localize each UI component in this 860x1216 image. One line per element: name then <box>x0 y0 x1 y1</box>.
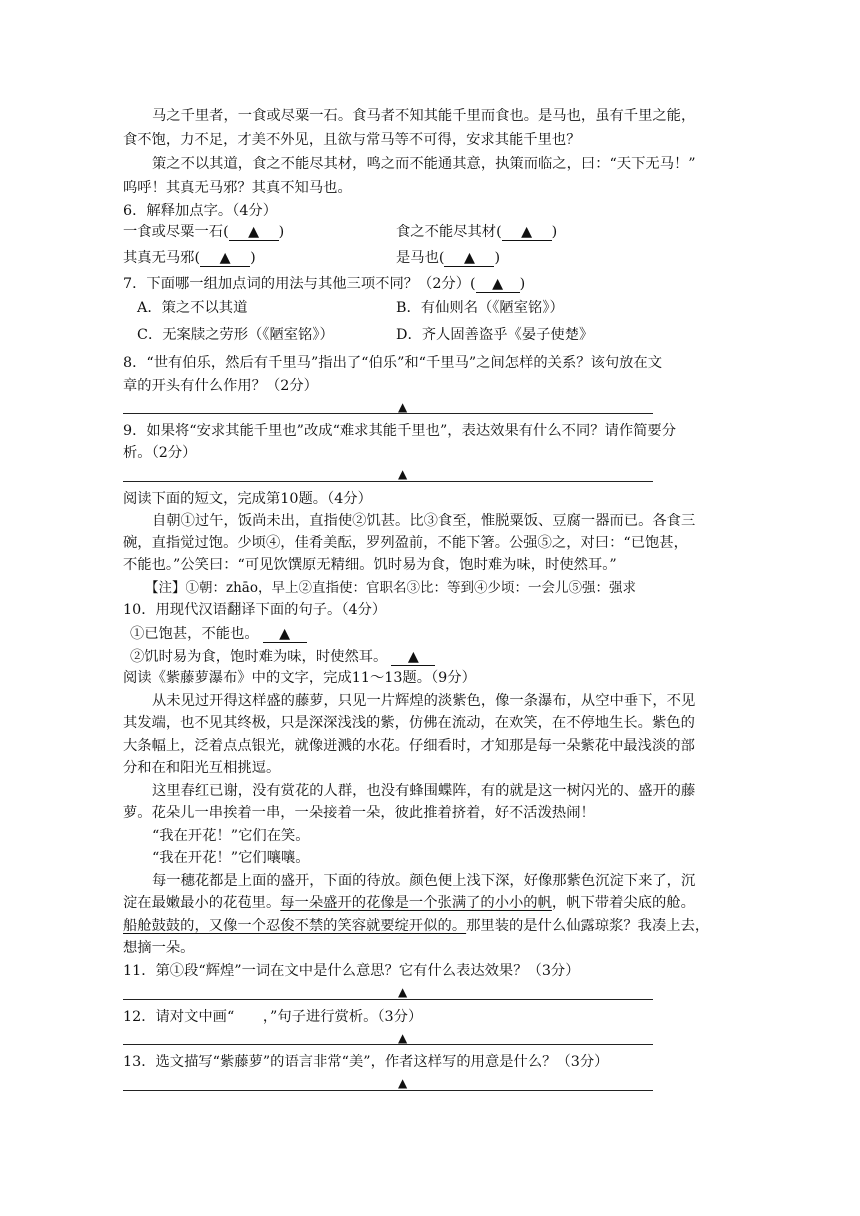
q10-sentence-text: ②饥时易为食，饱时难为味，时使然耳。 <box>130 649 388 665</box>
q6-item-c-text: 其真无马邪( <box>123 250 201 266</box>
passage3-line: 想摘一朵。 <box>123 940 195 956</box>
passage2-note: 【注】①朝：zhāo，早上②直指使：官职名③比：等到④少顷：一会儿⑤强：强求 <box>145 580 636 596</box>
passage3-line: 大条幅上，泛着点点银光，就像迸溅的水花。仔细看时，才知那是每一朵紫花中最浅淡的部 <box>123 738 695 754</box>
answer-blank[interactable]: ▲ <box>200 250 250 267</box>
question-10-title: 10．用现代汉语翻译下面的句子。（4分） <box>123 602 387 618</box>
q6-item-d-text: 是马也( <box>396 250 445 266</box>
passage3-line: 每一穗花都是上面的盛开，下面的待放。颜色便上浅下深，好像那紫色沉淀下来了，沉 <box>152 873 696 889</box>
passage3-line <box>123 893 695 913</box>
passage3-line: 从未见过开得这样盛的藤萝，只见一片辉煌的淡紫色，像一条瀑布，从空中垂下，不见 <box>152 693 696 709</box>
passage3-line: “我在开花！”它们嚷嚷。 <box>152 850 310 866</box>
q6-item-a-text: 一食或尽粟一石( <box>123 224 229 240</box>
passage1-line: 呜呼！其真无马邪？其真不知马也。 <box>123 180 352 196</box>
q6-item-b <box>396 222 557 242</box>
answer-blank[interactable]: ▲ <box>229 224 279 241</box>
paren-close: ) <box>494 250 501 266</box>
question-13-title: 13．选文描写“紫藤萝”的语言非常“美”，作者这样写的用意是什么？（3分） <box>123 1054 609 1070</box>
answer-blank[interactable]: ▲ <box>391 649 435 666</box>
answer-blank[interactable]: ▲ <box>502 224 552 241</box>
q10-sentence-1 <box>130 624 307 644</box>
passage3-line <box>123 916 709 936</box>
q7-title-text: 7．下面哪一组加点词的用法与其他三项不同？（2分）( <box>123 276 476 292</box>
passage1-line: 策之不以其道，食之不能尽其材，鸣之而不能通其意，执策而临之，曰：“天下无马！” <box>152 156 696 172</box>
passage3-intro: 阅读《紫藤萝瀑布》中的文字，完成11～13题。（9分） <box>123 670 476 686</box>
q10-sentence-text: ①已饱甚，不能也。 <box>130 626 259 642</box>
question-12-title: 12．请对文中画“ ，”句子进行赏析。（3分） <box>123 1009 423 1025</box>
passage3-line: 其发端，也不见其终极，只是深深浅浅的紫，仿佛在流动，在欢笑，在不停地生长。紫色的 <box>123 715 695 731</box>
passage3-text: 淀在最嫩最小的花苞里。 <box>123 895 281 911</box>
answer-marker: ▲ <box>398 1076 408 1090</box>
q6-item-d <box>396 248 500 268</box>
q6-item-c <box>123 248 256 268</box>
answer-blank[interactable]: ▲ <box>444 250 494 267</box>
passage2-line: 不能也。”公笑曰：“可见饮馔原无精细。饥时易为食，饱时难为味，时使然耳。” <box>123 557 617 573</box>
passage1-line: 食不饱，力不足，才美不外见，且欲与常马等不可得，安求其能千里也？ <box>123 132 581 148</box>
underlined-sentence: 船舱鼓鼓的，又像一个忍俊不禁的笑容就要绽开似的。 <box>123 918 467 934</box>
answer-blank[interactable]: ▲ <box>263 626 307 643</box>
answer-marker: ▲ <box>398 1031 408 1045</box>
q7-option-d[interactable]: D．齐人固善盗乎《晏子使楚》 <box>396 327 594 343</box>
answer-marker: ▲ <box>398 467 408 481</box>
answer-line[interactable] <box>123 413 653 414</box>
paren-close: ) <box>551 224 558 240</box>
passage3-line: 萝。花朵儿一串挨着一串，一朵接着一朵，彼此推着挤着，好不活泼热闹！ <box>123 805 595 821</box>
answer-line[interactable] <box>123 1090 653 1091</box>
question-9-line: 析。（2分） <box>123 445 197 461</box>
passage3-line: 这里春红已谢，没有赏花的人群，也没有蜂围蝶阵，有的就是这一树闪光的、盛开的藤 <box>152 783 696 799</box>
underlined-sentence: 每一朵盛开的花像是一个张满了的小小的帆 <box>280 895 552 911</box>
passage2-line: 碗，直指觉过饱。少顷④，佳肴美酝，罗列盈前，不能下箸。公强⑤之，对曰：“已饱甚， <box>123 535 688 551</box>
passage3-line: “我在开花！”它们在笑。 <box>152 828 310 844</box>
answer-blank[interactable]: ▲ <box>476 276 520 293</box>
answer-marker: ▲ <box>398 985 408 999</box>
q7-option-a[interactable]: A．策之不以其道 <box>137 300 248 316</box>
q6-item-a <box>123 222 284 242</box>
question-8-line: 章的开头有什么作用？（2分） <box>123 378 318 394</box>
paren-close: ) <box>250 250 256 266</box>
answer-marker: ▲ <box>398 400 408 414</box>
question-9-line: 9．如果将“安求其能千里也”改成“难求其能千里也”，表达效果有什么不同？请作简要分 <box>123 423 677 439</box>
answer-line[interactable] <box>123 481 653 482</box>
answer-line[interactable] <box>123 1044 653 1045</box>
passage2-line: 自朝①过午，饭尚未出，直指使②饥甚。比③食至，惟脱粟饭、豆腐一器而已。各食三 <box>152 513 696 529</box>
answer-line[interactable] <box>123 999 653 1000</box>
question-11-title: 11．第①段“辉煌”一词在文中是什么意思？它有什么表达效果？（3分） <box>123 963 580 979</box>
q10-sentence-2 <box>130 647 435 667</box>
q7-option-c[interactable]: C．无案牍之劳形（《陋室铭》） <box>137 327 334 343</box>
passage3-text: 那里装的是什么仙露琼浆？我凑上去， <box>466 918 710 934</box>
passage3-line: 分和在和阳光互相挑逗。 <box>123 760 281 776</box>
passage3-text: ，帆下带着尖底的舱。 <box>551 895 695 911</box>
question-7-title <box>123 274 525 294</box>
question-8-line: 8．“世有伯乐，然后有千里马”指出了“伯乐”和“千里马”之间怎样的关系？该句放在文 <box>123 355 663 371</box>
q6-item-b-text: 食之不能尽其材( <box>396 224 502 240</box>
paren-close: ) <box>519 276 526 292</box>
paren-close: ) <box>278 224 285 240</box>
passage1-line: 马之千里者，一食或尽粟一石。食马者不知其能千里而食也。是马也，虽有千里之能， <box>152 108 696 124</box>
passage2-intro: 阅读下面的短文，完成第10题。（4分） <box>123 491 372 507</box>
question-6-title: 6．解释加点字。（4分） <box>123 203 278 219</box>
q7-option-b[interactable]: B．有仙则名（《陋室铭》） <box>396 300 564 316</box>
